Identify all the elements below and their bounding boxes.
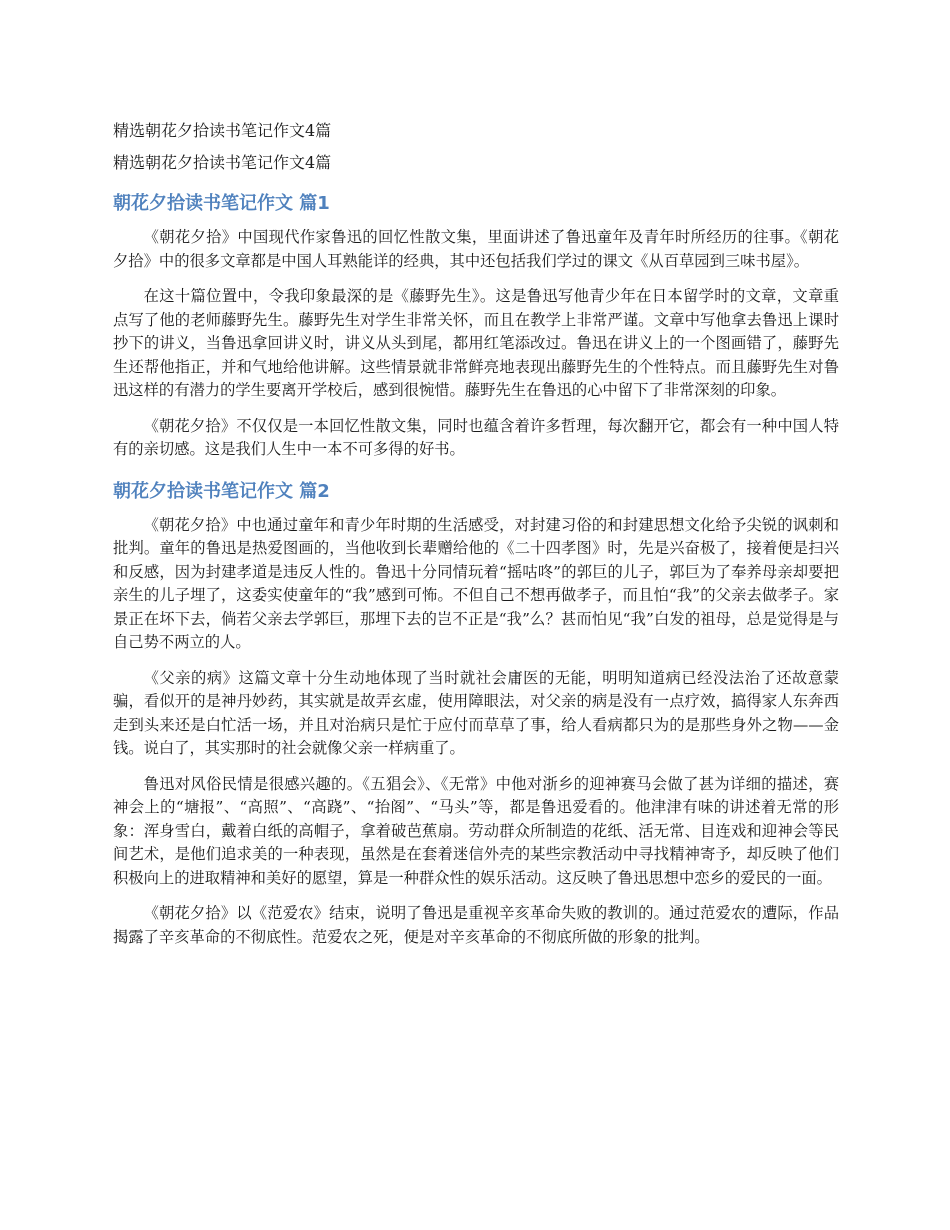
paragraph: 《朝花夕拾》不仅仅是一本回忆性散文集，同时也蕴含着许多哲理，每次翻开它，都会有一种中国人特有的亲切感。这是我们人生中一本不可多得的好书。 — [113, 416, 839, 458]
section-1 — [113, 192, 839, 462]
section-2 — [113, 480, 839, 950]
paragraph: 《朝花夕拾》以《范爱农》结束，说明了鲁迅是重视辛亥革命失败的教训的。通过范爱农的遭际，作品揭露了辛亥革命的不彻底性。范爱农之死，便是对辛亥革命的不彻底所做的形象的批判。 — [113, 904, 839, 946]
section-heading: 朝花夕拾读书笔记作文 篇2 — [113, 480, 330, 502]
paragraph: 《父亲的病》这篇文章十分生动地体现了当时就社会庸医的无能，明明知道病已经没法治了还故意蒙骗，看似开的是神丹妙药，其实就是故弄玄虚，使用障眼法，对父亲的病是没有一点疗效，搞得家人东奔西走到头来还是白忙活一场，并且对治病只是忙于应付而草草了事，给人看病都只为的是那些身外之物——金钱。说白了，其实那时的社会就像父亲一样病重了。 — [113, 668, 839, 757]
document-page — [113, 120, 839, 961]
paragraph: 在这十篇位置中，令我印象最深的是《藤野先生》。这是鲁迅写他青少年在日本留学时的文章，文章重点写了他的老师藤野先生。藤野先生对学生非常关怀，而且在教学上非常严谨。文章中写他拿去鲁迅上课时抄下的讲义，当鲁迅拿回讲义时，讲义从头到尾，都用红笔添改过。鲁迅在讲义上的一个图画错了，藤野先生还帮他指正，并和气地给他讲解。这些情景就非常鲜亮地表现出藤野先生的个性特点。而且藤野先生对鲁迅这样的有潜力的学生要离开学校后，感到很惋惜。藤野先生在鲁迅的心中留下了非常深刻的印象。 — [113, 287, 839, 399]
paragraph: 鲁迅对风俗民情是很感兴趣的。《五猖会》、《无常》中他对浙乡的迎神赛马会做了甚为详细的描述，赛神会上的“塘报”、“高照”、“高跷”、“抬阁”、“马头”等，都是鲁迅爱看的。他津津有味的讲述着无常的形象：浑身雪白，戴着白纸的高帽子，拿着破芭蕉扇。劳动群众所制造的花纸、活无常、目连戏和迎神会等民间艺术，是他们追求美的一种表现，虽然是在套着迷信外壳的某些宗教活动中寻找精神寄予，却反映了他们积极向上的进取精神和美好的愿望，算是一种群众性的娱乐活动。这反映了鲁迅思想中恋乡的爱民的一面。 — [113, 774, 839, 887]
paragraph: 《朝花夕拾》中国现代作家鲁迅的回忆性散文集，里面讲述了鲁迅童年及青年时所经历的往事。《朝花夕拾》中的很多文章都是中国人耳熟能详的经典，其中还包括我们学过的课文《从百草园到三味书屋》。 — [113, 228, 839, 270]
paragraph: 《朝花夕拾》中也通过童年和青少年时期的生活感受，对封建习俗的和封建思想文化给予尖锐的讽刺和批判。童年的鲁迅是热爱图画的，当他收到长辈赠给他的《二十四孝图》时，先是兴奋极了，接着便是扫兴和反感，因为封建孝道是违反人性的。鲁迅十分同情玩着“摇咕咚”的郭巨的儿子，郭巨为了奉养母亲却要把亲生的儿子埋了，这委实使童年的“我”感到可怖。不但自己不想再做孝子，而且怕“我”的父亲去做孝子。家景正在坏下去，倘若父亲去学郭巨，那埋下去的岂不正是“我”么？甚而怕见“我”白发的祖母，总是觉得是与自己势不两立的人。 — [113, 515, 839, 651]
section-heading: 朝花夕拾读书笔记作文 篇1 — [113, 193, 330, 214]
document-title: 精选朝花夕拾读书笔记作文4篇 — [113, 121, 332, 140]
document-subtitle: 精选朝花夕拾读书笔记作文4篇 — [113, 153, 332, 172]
